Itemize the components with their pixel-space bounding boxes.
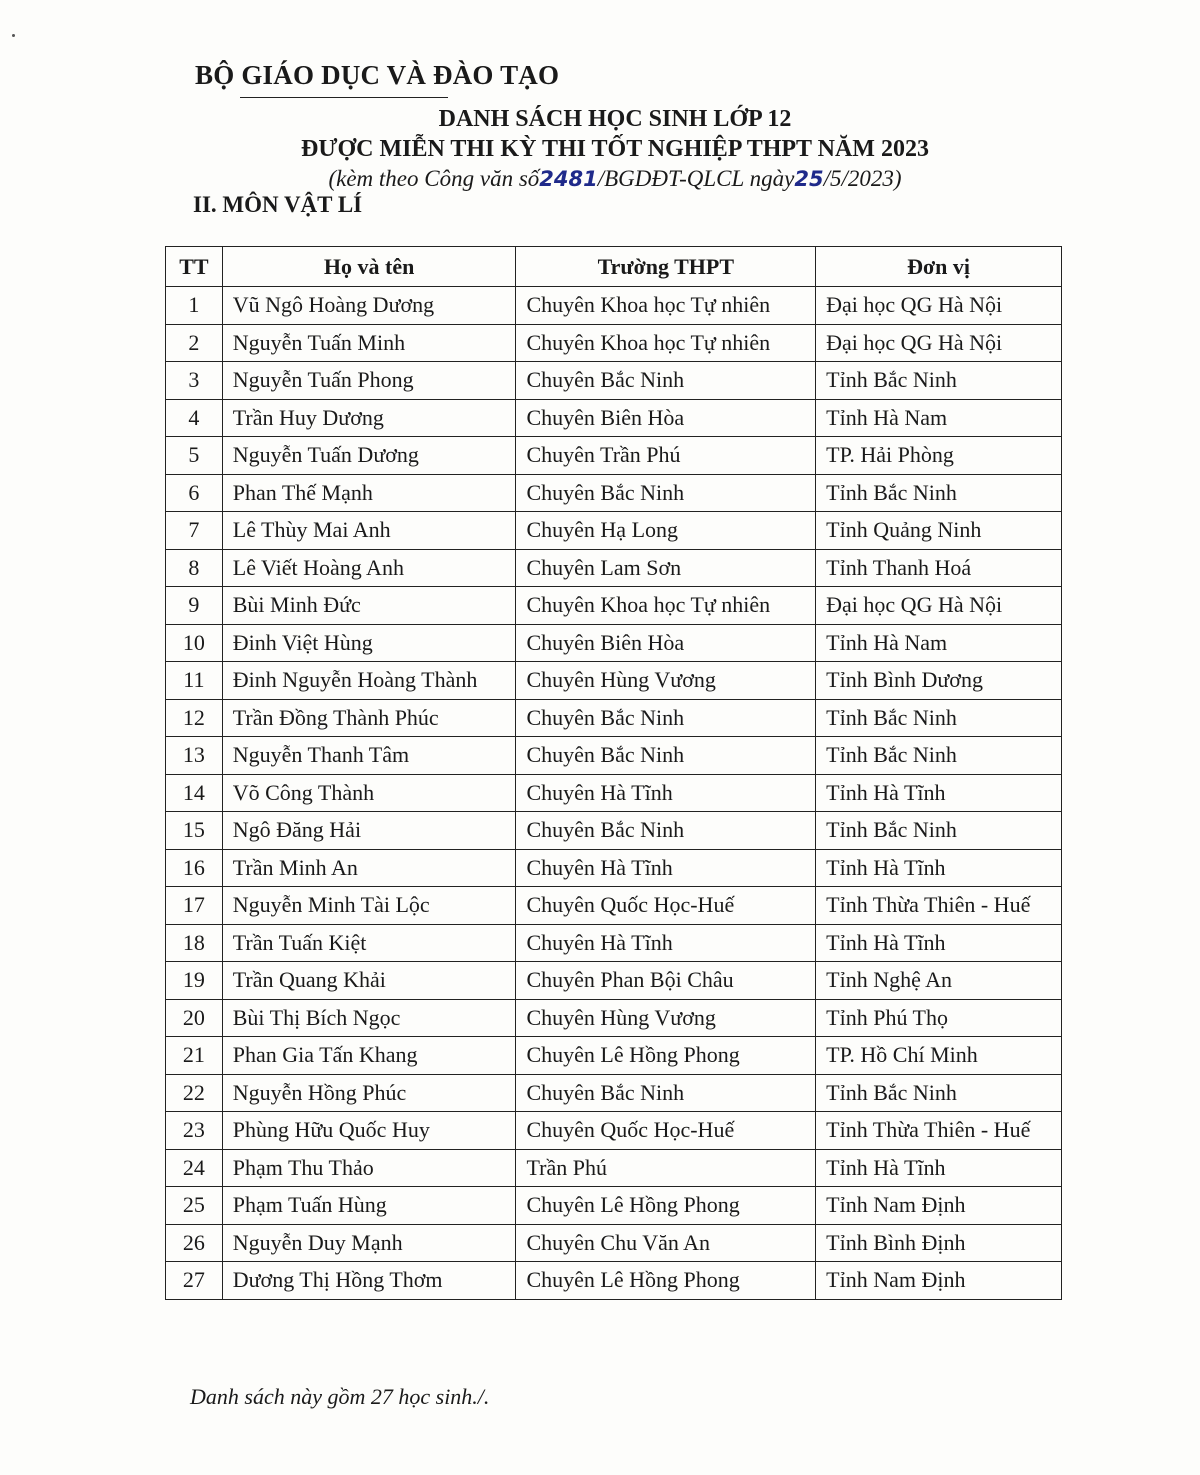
cell-tt: 10 bbox=[166, 624, 223, 662]
cell-school: Chuyên Quốc Học-Huế bbox=[516, 1112, 816, 1150]
cell-tt: 14 bbox=[166, 774, 223, 812]
cell-tt: 16 bbox=[166, 849, 223, 887]
cell-tt: 24 bbox=[166, 1149, 223, 1187]
cell-name: Nguyễn Tuấn Phong bbox=[222, 362, 516, 400]
cell-name: Phùng Hữu Quốc Huy bbox=[222, 1112, 516, 1150]
cell-unit: TP. Hồ Chí Minh bbox=[816, 1037, 1062, 1075]
cell-school: Chuyên Bắc Ninh bbox=[516, 362, 816, 400]
cell-tt: 20 bbox=[166, 999, 223, 1037]
cell-unit: Đại học QG Hà Nội bbox=[816, 287, 1062, 325]
table-row bbox=[166, 812, 1062, 850]
cell-school: Chuyên Khoa học Tự nhiên bbox=[516, 287, 816, 325]
cell-unit: Tỉnh Bắc Ninh bbox=[816, 699, 1062, 737]
table-row bbox=[166, 624, 1062, 662]
cell-tt: 2 bbox=[166, 324, 223, 362]
cell-school: Chuyên Hùng Vương bbox=[516, 999, 816, 1037]
cell-unit: Tỉnh Hà Tĩnh bbox=[816, 849, 1062, 887]
table-header-row bbox=[166, 247, 1062, 287]
cell-school: Chuyên Chu Văn An bbox=[516, 1224, 816, 1262]
table-row bbox=[166, 1262, 1062, 1300]
cell-name: Nguyễn Thanh Tâm bbox=[222, 737, 516, 775]
cell-tt: 8 bbox=[166, 549, 223, 587]
handwritten-doc-day: 25 bbox=[794, 167, 824, 191]
cell-unit: Tỉnh Nam Định bbox=[816, 1262, 1062, 1300]
table-row bbox=[166, 512, 1062, 550]
cell-tt: 25 bbox=[166, 1187, 223, 1225]
cell-name: Phan Thế Mạnh bbox=[222, 474, 516, 512]
table-row bbox=[166, 549, 1062, 587]
cell-name: Trần Minh An bbox=[222, 849, 516, 887]
table-row bbox=[166, 474, 1062, 512]
table-row bbox=[166, 1112, 1062, 1150]
student-table bbox=[165, 246, 1062, 1300]
table-row bbox=[166, 437, 1062, 475]
handwritten-doc-number: 2481 bbox=[539, 167, 598, 191]
table-row bbox=[166, 287, 1062, 325]
cell-school: Chuyên Quốc Học-Huế bbox=[516, 887, 816, 925]
cell-tt: 17 bbox=[166, 887, 223, 925]
cell-school: Chuyên Hùng Vương bbox=[516, 662, 816, 700]
cell-school: Chuyên Biên Hòa bbox=[516, 624, 816, 662]
table-row bbox=[166, 662, 1062, 700]
table-row bbox=[166, 324, 1062, 362]
cell-unit: Tỉnh Bình Dương bbox=[816, 662, 1062, 700]
cell-school: Chuyên Bắc Ninh bbox=[516, 699, 816, 737]
cell-tt: 13 bbox=[166, 737, 223, 775]
cell-unit: Tỉnh Nam Định bbox=[816, 1187, 1062, 1225]
cell-unit: Tỉnh Bắc Ninh bbox=[816, 812, 1062, 850]
cell-unit: TP. Hải Phòng bbox=[816, 437, 1062, 475]
cell-unit: Tỉnh Hà Nam bbox=[816, 399, 1062, 437]
cell-tt: 23 bbox=[166, 1112, 223, 1150]
cell-unit: Tỉnh Thừa Thiên - Huế bbox=[816, 1112, 1062, 1150]
document-title-line1: DANH SÁCH HỌC SINH LỚP 12 bbox=[438, 106, 792, 132]
table-row bbox=[166, 924, 1062, 962]
cell-name: Phan Gia Tấn Khang bbox=[222, 1037, 516, 1075]
cell-school: Chuyên Lê Hồng Phong bbox=[516, 1037, 816, 1075]
cell-school: Chuyên Khoa học Tự nhiên bbox=[516, 324, 816, 362]
cell-name: Trần Huy Dương bbox=[222, 399, 516, 437]
cell-school: Chuyên Bắc Ninh bbox=[516, 812, 816, 850]
table-row bbox=[166, 1149, 1062, 1187]
cell-school: Chuyên Phan Bội Châu bbox=[516, 962, 816, 1000]
cell-school: Chuyên Khoa học Tự nhiên bbox=[516, 587, 816, 625]
cell-tt: 11 bbox=[166, 662, 223, 700]
cell-name: Trần Đồng Thành Phúc bbox=[222, 699, 516, 737]
ministry-name: BỘ GIÁO DỤC VÀ ĐÀO TẠO bbox=[195, 60, 560, 90]
table-row bbox=[166, 1074, 1062, 1112]
cell-tt: 7 bbox=[166, 512, 223, 550]
scan-speck bbox=[12, 34, 15, 37]
cell-unit: Tỉnh Hà Tĩnh bbox=[816, 924, 1062, 962]
cell-school: Chuyên Trần Phú bbox=[516, 437, 816, 475]
table-row bbox=[166, 699, 1062, 737]
cell-school: Chuyên Hà Tĩnh bbox=[516, 924, 816, 962]
cell-name: Nguyễn Duy Mạnh bbox=[222, 1224, 516, 1262]
cell-unit: Tỉnh Quảng Ninh bbox=[816, 512, 1062, 550]
document-title-line2: ĐƯỢC MIỄN THI KỲ THI TỐT NGHIỆP THPT NĂM 2023 bbox=[301, 136, 929, 162]
cell-unit: Tỉnh Thanh Hoá bbox=[816, 549, 1062, 587]
table-body bbox=[166, 287, 1062, 1300]
cell-unit: Tỉnh Hà Tĩnh bbox=[816, 1149, 1062, 1187]
cell-unit: Tỉnh Hà Nam bbox=[816, 624, 1062, 662]
cell-unit: Tỉnh Phú Thọ bbox=[816, 999, 1062, 1037]
cell-name: Bùi Thị Bích Ngọc bbox=[222, 999, 516, 1037]
table-row bbox=[166, 887, 1062, 925]
cell-school: Chuyên Bắc Ninh bbox=[516, 474, 816, 512]
cell-school: Chuyên Bắc Ninh bbox=[516, 1074, 816, 1112]
cell-unit: Tỉnh Nghệ An bbox=[816, 962, 1062, 1000]
header-name: Họ và tên bbox=[222, 247, 516, 287]
cell-tt: 3 bbox=[166, 362, 223, 400]
cell-name: Nguyễn Minh Tài Lộc bbox=[222, 887, 516, 925]
cell-name: Dương Thị Hồng Thơm bbox=[222, 1262, 516, 1300]
cell-name: Phạm Thu Thảo bbox=[222, 1149, 516, 1187]
cell-unit: Tỉnh Hà Tĩnh bbox=[816, 774, 1062, 812]
table-row bbox=[166, 1037, 1062, 1075]
table-row bbox=[166, 737, 1062, 775]
cell-unit: Tỉnh Bắc Ninh bbox=[816, 362, 1062, 400]
cell-tt: 15 bbox=[166, 812, 223, 850]
cell-name: Đinh Nguyễn Hoàng Thành bbox=[222, 662, 516, 700]
table-row bbox=[166, 587, 1062, 625]
table-row bbox=[166, 1187, 1062, 1225]
cell-name: Lê Viết Hoàng Anh bbox=[222, 549, 516, 587]
table-row bbox=[166, 774, 1062, 812]
cell-unit: Tỉnh Bắc Ninh bbox=[816, 737, 1062, 775]
cell-school: Chuyên Bắc Ninh bbox=[516, 737, 816, 775]
cell-name: Nguyễn Hồng Phúc bbox=[222, 1074, 516, 1112]
cell-school: Chuyên Lê Hồng Phong bbox=[516, 1262, 816, 1300]
cell-name: Võ Công Thành bbox=[222, 774, 516, 812]
table-row bbox=[166, 849, 1062, 887]
header-tt: TT bbox=[166, 247, 223, 287]
cell-unit: Đại học QG Hà Nội bbox=[816, 324, 1062, 362]
cell-tt: 21 bbox=[166, 1037, 223, 1075]
table-row bbox=[166, 1224, 1062, 1262]
table-row bbox=[166, 962, 1062, 1000]
cell-tt: 12 bbox=[166, 699, 223, 737]
cell-school: Chuyên Hạ Long bbox=[516, 512, 816, 550]
table-row bbox=[166, 399, 1062, 437]
document-subtitle bbox=[0, 166, 1200, 192]
cell-school: Chuyên Lê Hồng Phong bbox=[516, 1187, 816, 1225]
cell-unit: Tỉnh Bình Định bbox=[816, 1224, 1062, 1262]
cell-unit: Tỉnh Bắc Ninh bbox=[816, 1074, 1062, 1112]
header-school: Trường THPT bbox=[516, 247, 816, 287]
cell-school: Trần Phú bbox=[516, 1149, 816, 1187]
cell-tt: 1 bbox=[166, 287, 223, 325]
cell-name: Trần Quang Khải bbox=[222, 962, 516, 1000]
cell-tt: 9 bbox=[166, 587, 223, 625]
subtitle-part2: /BGDĐT-QLCL ngày bbox=[597, 166, 795, 191]
footer-note: Danh sách này gồm 27 học sinh./. bbox=[190, 1384, 490, 1409]
cell-school: Chuyên Hà Tĩnh bbox=[516, 774, 816, 812]
cell-name: Bùi Minh Đức bbox=[222, 587, 516, 625]
cell-tt: 26 bbox=[166, 1224, 223, 1262]
cell-name: Phạm Tuấn Hùng bbox=[222, 1187, 516, 1225]
header-unit: Đơn vị bbox=[816, 247, 1062, 287]
subtitle-part1: (kèm theo Công văn số bbox=[328, 166, 540, 191]
cell-school: Chuyên Hà Tĩnh bbox=[516, 849, 816, 887]
cell-unit: Tỉnh Thừa Thiên - Huế bbox=[816, 887, 1062, 925]
cell-school: Chuyên Lam Sơn bbox=[516, 549, 816, 587]
cell-name: Đinh Việt Hùng bbox=[222, 624, 516, 662]
table-row bbox=[166, 999, 1062, 1037]
cell-name: Vũ Ngô Hoàng Dương bbox=[222, 287, 516, 325]
cell-tt: 18 bbox=[166, 924, 223, 962]
cell-unit: Tỉnh Bắc Ninh bbox=[816, 474, 1062, 512]
cell-name: Ngô Đăng Hải bbox=[222, 812, 516, 850]
cell-name: Lê Thùy Mai Anh bbox=[222, 512, 516, 550]
cell-school: Chuyên Biên Hòa bbox=[516, 399, 816, 437]
table-row bbox=[166, 362, 1062, 400]
cell-name: Nguyễn Tuấn Minh bbox=[222, 324, 516, 362]
cell-tt: 19 bbox=[166, 962, 223, 1000]
cell-tt: 22 bbox=[166, 1074, 223, 1112]
cell-tt: 4 bbox=[166, 399, 223, 437]
cell-tt: 5 bbox=[166, 437, 223, 475]
cell-name: Trần Tuấn Kiệt bbox=[222, 924, 516, 962]
cell-tt: 27 bbox=[166, 1262, 223, 1300]
cell-unit: Đại học QG Hà Nội bbox=[816, 587, 1062, 625]
ministry-underline bbox=[240, 97, 448, 98]
cell-tt: 6 bbox=[166, 474, 223, 512]
subtitle-part3: /5/2023) bbox=[823, 166, 902, 191]
section-heading: II. MÔN VẬT LÍ bbox=[193, 192, 363, 217]
cell-name: Nguyễn Tuấn Dương bbox=[222, 437, 516, 475]
